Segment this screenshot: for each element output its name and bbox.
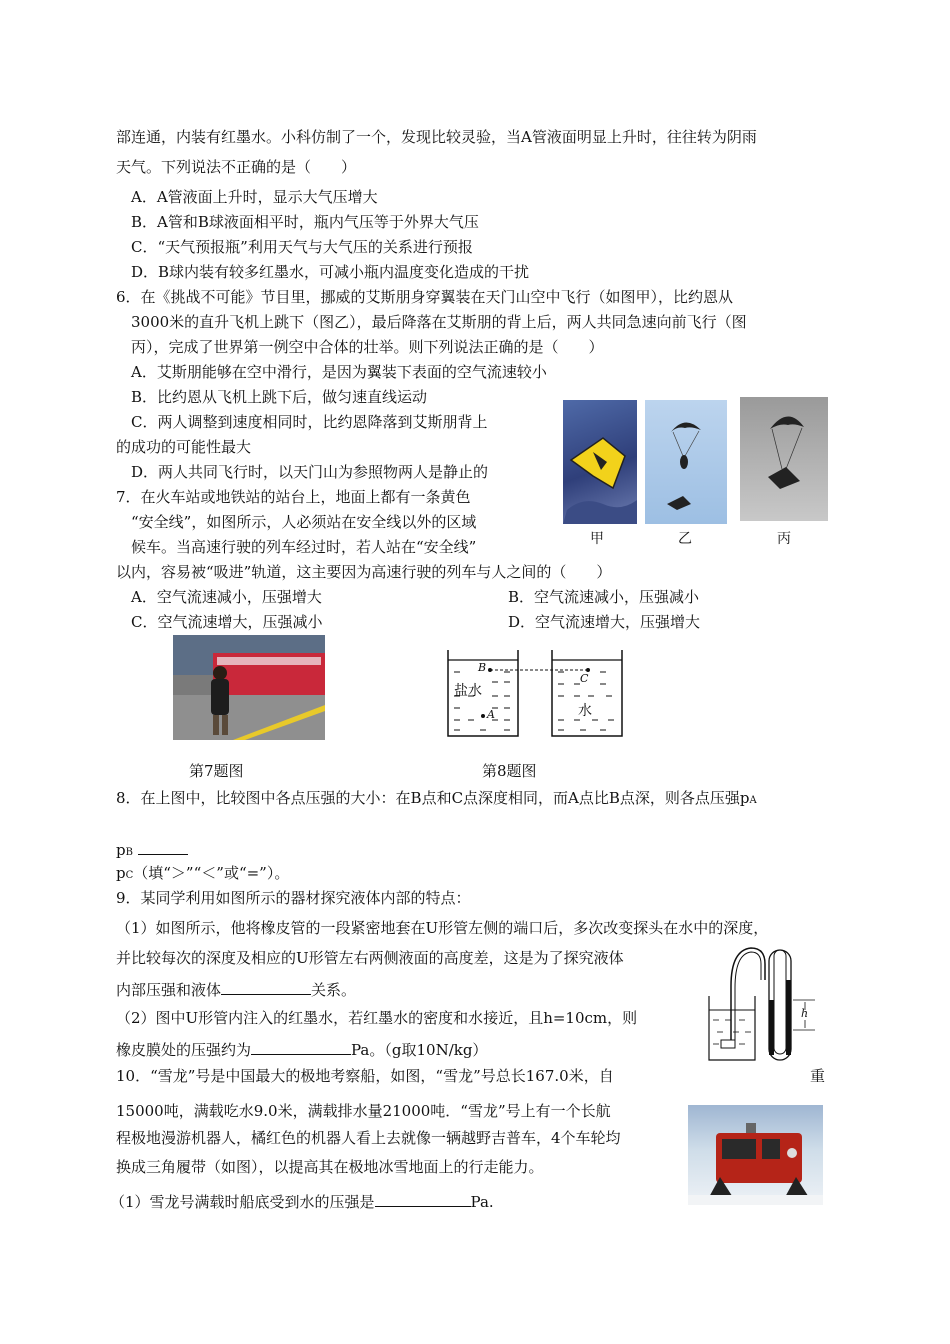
q7-figure-caption: 第7题图 [189, 762, 244, 780]
q9-line-3: 并比较每次的深度及相应的U形管左右两侧液面的高度差，这是为了探究液体 [116, 949, 624, 967]
q9-line-4-text: 内部压强和液体 [116, 981, 222, 999]
q8-figure-caption: 第8题图 [482, 762, 537, 780]
q8-line-3 [116, 863, 289, 886]
q9-line-5: （2）图中U形管内注入的红墨水，若红墨水的密度和水接近，且h=10cm，则 [116, 1009, 638, 1027]
q7-line-4: 以内，容易被“吸进”轨道，这主要因为高速行驶的列车与人之间的（ ） [116, 563, 612, 581]
q9-line-6 [116, 1038, 487, 1060]
caption-yi: 乙 [678, 531, 692, 547]
q9-label-h: h [801, 1007, 809, 1020]
q7-option-d: D．空气流速增大，压强增大 [508, 613, 701, 631]
photo-yi-parachute [645, 400, 727, 524]
q8-label-water: 水 [578, 703, 592, 719]
q8-line-1-text: 8．在上图中，比较图中各点压强的大小：在B点和C点深度相同，而A点比B点深，则各点压强p [116, 789, 750, 807]
q6-line-3: 丙），完成了世界第一例空中合体的壮举。则下列说法正确的是（ ） [131, 338, 604, 356]
q9-line-4 [116, 978, 356, 1000]
q5-option-a: A．A管液面上升时，显示大气压增大 [131, 188, 378, 206]
q8-label-salt-water: 盐水 [454, 683, 482, 699]
q6-option-d: D．两人共同飞行时，以天门山为参照物两人是静止的 [131, 463, 489, 481]
q9-line-4-end: 关系。 [311, 981, 357, 999]
caption-jia: 甲 [590, 531, 604, 547]
photo-jia-wingsuit [563, 400, 637, 524]
q5-line-2: 天气。下列说法不正确的是（ ） [116, 158, 357, 176]
q7-line-1: 7．在火车站或地铁站的站台上，地面上都有一条黄色 [116, 488, 471, 506]
q8-line-3-text: （填“＞”“＜”或“=”）。 [133, 864, 290, 882]
q8-subscript-b: B [125, 847, 133, 858]
q6-option-a: A．艾斯朋能够在空中滑行，是因为翼装下表面的空气流速较小 [131, 363, 547, 381]
q10-line-1-end: 重 [810, 1067, 826, 1085]
q8-answer-blank[interactable] [138, 838, 188, 855]
q9-blank-1[interactable] [221, 978, 311, 995]
q5-line-1: 部连通，内装有红墨水。小科仿制了一个，发现比较灵验，当A管液面明显上升时，往往转为阴雨 [116, 128, 757, 146]
q5-option-d: D．B球内装有较多红墨水，可减小瓶内温度变化造成的干扰 [131, 263, 530, 281]
q8-line-1 [116, 788, 757, 811]
q6-line-2: 3000米的直升飞机上跳下（图乙），最后降落在艾斯朋的背上后，两人共同急速向前飞行（图 [131, 313, 747, 331]
q9-line-1: 9．某同学利用如图所示的器材探究液体内部的特点： [116, 889, 471, 907]
q6-option-c-line-1: C．两人调整到速度相同时，比约恩降落到艾斯朋背上 [131, 413, 488, 431]
q9-line-6-end: Pa。（g取10N/kg） [351, 1041, 488, 1059]
q6-option-c-line-2: 的成功的可能性最大 [116, 438, 252, 456]
q8-subscript-a: A [749, 795, 757, 806]
q8-subscript-c: C [125, 870, 134, 881]
photo-q7-platform [173, 635, 325, 740]
q6-option-b: B．比约恩从飞机上跳下后，做匀速直线运动 [131, 388, 428, 406]
q9-u-tube-apparatus [705, 940, 825, 1065]
q10-line-5-text: （1）雪龙号满载时船底受到水的压强是 [110, 1193, 375, 1211]
q8-label-b: B [478, 661, 487, 674]
photo-q10-polar-robot [688, 1105, 823, 1205]
q8-label-c: C [580, 672, 589, 685]
q10-line-5-end: Pa. [470, 1193, 494, 1211]
q8-label-a: A [487, 708, 495, 721]
q5-option-b: B．A管和B球液面相平时，瓶内气压等于外界大气压 [131, 213, 479, 231]
q9-blank-2[interactable] [251, 1038, 351, 1055]
q7-option-b: B．空气流速减小，压强减小 [508, 588, 700, 606]
q8-line-2 [116, 838, 188, 863]
q10-line-1: 10．“雪龙”号是中国最大的极地考察船，如图，“雪龙”号总长167.0米，自 [116, 1067, 614, 1085]
q7-line-3: 候车。当高速行驶的列车经过时，若人站在“安全线” [131, 538, 477, 556]
q7-option-c: C．空气流速增大，压强减小 [131, 613, 323, 631]
q8-p-c: p [116, 864, 126, 882]
caption-bing: 丙 [777, 531, 791, 547]
q10-line-5 [110, 1190, 494, 1212]
q8-p-b: p [116, 841, 126, 859]
q10-blank-1[interactable] [375, 1190, 471, 1207]
q10-line-4: 换成三角履带（如图），以提高其在极地冰雪地面上的行走能力。 [116, 1158, 544, 1176]
q9-line-2: （1）如图所示，他将橡皮管的一段紧密地套在U形管左侧的端口后，多次改变探头在水中的深度， [116, 919, 769, 937]
q7-option-a: A．空气流速减小，压强增大 [131, 588, 322, 606]
q7-line-2: “安全线”，如图所示，人必须站在安全线以外的区域 [131, 513, 477, 531]
q9-line-6-text: 橡皮膜处的压强约为 [116, 1041, 252, 1059]
photo-bing-combined-flight [740, 397, 828, 521]
q8-diagram [440, 648, 630, 740]
q6-line-1: 6．在《挑战不可能》节目里，挪威的艾斯朋身穿翼装在天门山空中飞行（如图甲），比约恩从 [116, 288, 734, 306]
q5-option-c: C．“天气预报瓶”利用天气与大气压的关系进行预报 [131, 238, 473, 256]
q10-line-3: 程极地漫游机器人，橘红色的机器人看上去就像一辆越野吉普车，4个车轮均 [116, 1129, 621, 1147]
q10-line-2: 15000吨，满载吃水9.0米，满载排水量21000吨．“雪龙”号上有一个长航 [116, 1102, 611, 1120]
